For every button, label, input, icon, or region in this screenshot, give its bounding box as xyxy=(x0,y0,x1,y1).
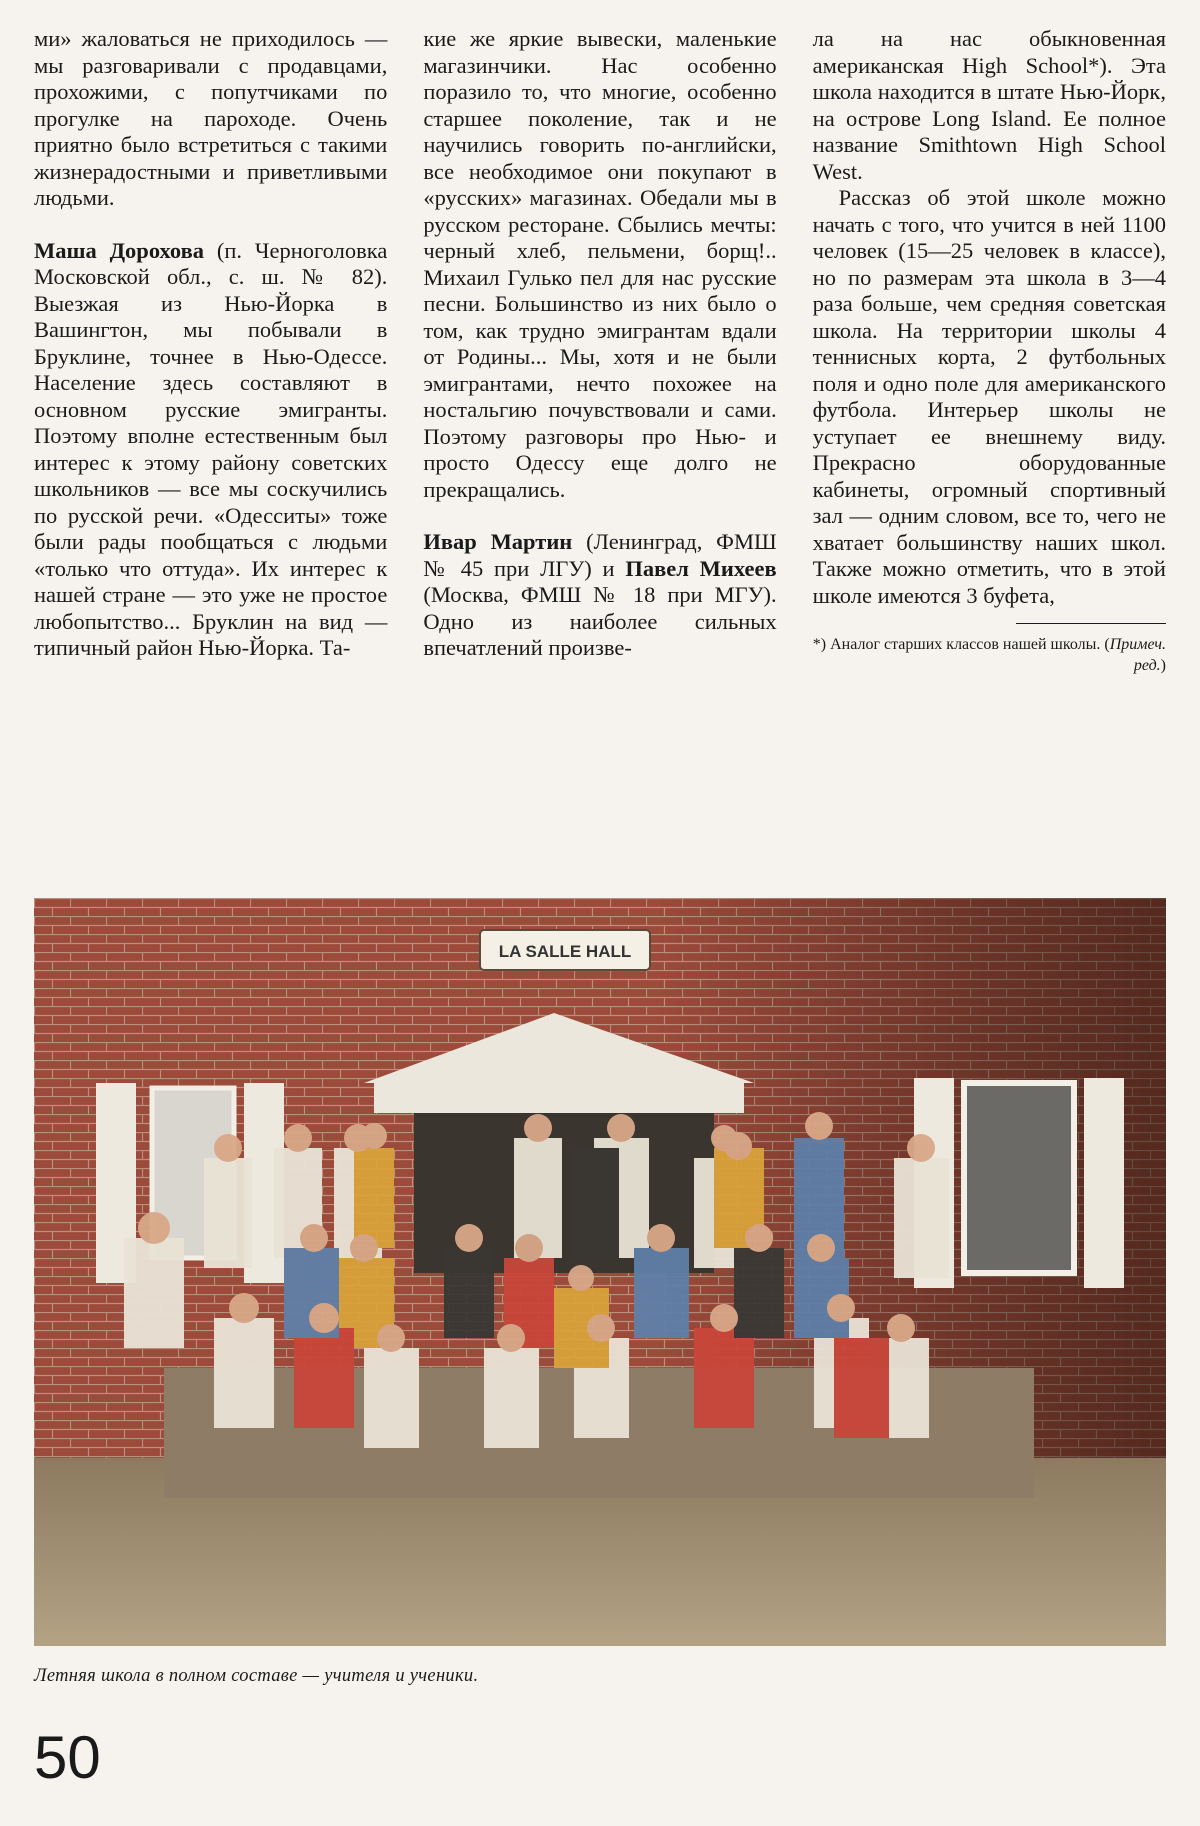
paragraph: кие же яркие вывески, маленькие магазинчики. Нас особенно поразило то, что многие, особенно старшее поколение, так и не научились говорить по-английски, все необходимое они покупают в «русских» магазинах. Обедали мы в русском ресторане. Сбылись мечты: черный хлеб, пельмени, борщ!.. Михаил Гулько пел для нас русские песни. Большинство из них было о том, как трудно эмигрантам вдали от Родины... Мы, хотя и не были эмигрантами, нечто похожее на ностальгию почувствовали и сами. Поэтому разговоры про Нью- и просто Одессу еще долго не прекращались. xyxy=(423,26,777,502)
column-1 xyxy=(34,26,387,871)
footnote xyxy=(813,634,1166,676)
article-columns xyxy=(34,26,1166,871)
building-sign-text: LA SALLE HALL xyxy=(498,942,632,961)
paragraph: Рассказ об этой школе можно начать с того, что учится в ней 1100 человек (15—25 человек в классе), но по размерам эта школа в 3—4 раза больше, чем средняя советская школа. На территории школы 4 теннисных корта, 2 футбольных поля и одно поле для американского футбола. Интерьер школы не уступает ее внешнему виду. Прекрасно оборудованные кабинеты, огромный спортивный зал — одним словом, все то, чего не хватает большинству наших школ. Также можно отметить, что в этой школе имеются 3 буфета, xyxy=(812,185,1166,608)
column-3 xyxy=(813,26,1166,871)
paragraph-text: (Ленинград, ФМШ № 45 при ЛГУ) и xyxy=(423,529,777,581)
group-photo-illustration xyxy=(34,898,1166,1646)
group-photo xyxy=(34,898,1166,1646)
paragraph xyxy=(34,238,387,662)
paragraph: ми» жаловаться не приходилось — мы разговаривали с продавцами, прохожими, с попутчиками по прогулке на пароходе. Очень приятно было встретиться с такими жизнерадостными и приветливыми людьми. xyxy=(34,26,388,210)
footnote-text: *) Аналог старших классов нашей школы. ( xyxy=(812,636,1110,653)
column-2 xyxy=(423,26,776,871)
paragraph-text: (п. Черноголовка Московской обл., с. ш. № 82). Выезжая из Нью-Йорка в Вашингтон, мы побывали в Бруклине, точнее в Нью-Одессе. Население здесь составляют в основном русские эмигранты. Поэтому вполне естественным был интерес к этому району советских школьников — все мы соскучились по русской речи. «Одесситы» тоже были рады пообщаться с людьми «только что оттуда». Их интерес к нашей стране — это уже не простое любопытство... Бруклин на вид — типичный район Нью-Йорка. Та- xyxy=(34,237,388,660)
author-name: Маша Дорохова xyxy=(34,237,204,263)
page-number: 50 xyxy=(34,1724,101,1791)
photo-caption: Летняя школа в полном составе — учителя и ученики. xyxy=(34,1666,479,1686)
footnote-editor-note: Примеч. ред. xyxy=(1109,636,1166,674)
paragraph-text: (Москва, ФМШ № 18 при МГУ). Одно из наиболее сильных впечатлений произве- xyxy=(423,582,777,660)
footnote-close: ) xyxy=(1160,657,1166,674)
window-right xyxy=(964,1083,1074,1273)
paragraph: ла на нас обыкновенная американская High School*). Эта школа находится в штате Нью-Йорк, на острове Long Island. Ее полное название Smithtown High School West. xyxy=(812,26,1166,184)
paragraph xyxy=(423,529,776,662)
footnote-divider xyxy=(1016,623,1166,624)
shutter-right-2 xyxy=(1084,1078,1124,1288)
author-name: Павел Михеев xyxy=(625,555,777,581)
author-name: Ивар Мартин xyxy=(423,529,573,554)
portico xyxy=(374,1083,744,1113)
